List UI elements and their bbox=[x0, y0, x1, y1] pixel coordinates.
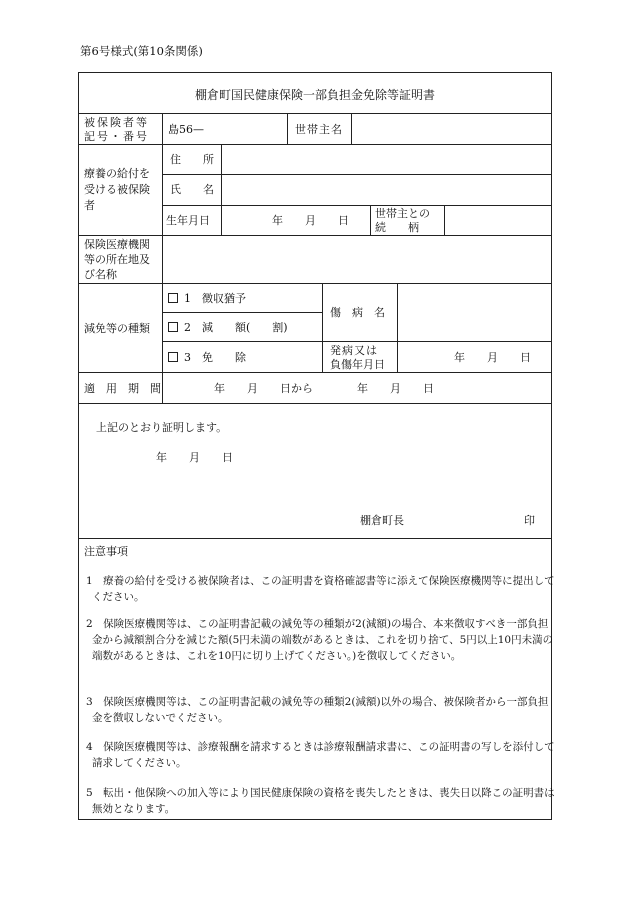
recipient-label-line1: 療養の給付を bbox=[84, 167, 150, 180]
type-option-deferral-label: 1 徴収猶予 bbox=[184, 292, 246, 305]
note-item-1: 1 療養の給付を受ける被保険者は、この証明書を資格確認書等に添えて保険医療機関等に提出してください。 bbox=[86, 575, 555, 603]
address-label: 住 所 bbox=[170, 153, 214, 166]
form-number: 第6号様式(第10条関係) bbox=[80, 44, 203, 58]
seal-mark: 印 bbox=[524, 514, 535, 527]
period-value: 年 月 日から 年 月 日 bbox=[214, 382, 434, 395]
note-item-3: 3 保険医療機関等は、この証明書記載の減免等の種類2(減額)以外の場合、被保険者から一部負担金を徴収しないでください。 bbox=[86, 696, 549, 724]
insured-label-line2: 記号・番号 bbox=[84, 130, 149, 143]
type-option-reduction bbox=[168, 322, 288, 333]
householder-label: 世帯主名 bbox=[295, 123, 343, 136]
institution-label-line2: 等の所在地及 bbox=[84, 253, 150, 266]
recipient-label-line2: 受ける被保険 bbox=[84, 183, 150, 196]
checkbox-exemption[interactable] bbox=[168, 352, 178, 362]
insured-number-value: 島56— bbox=[168, 123, 204, 136]
page-title: 棚倉町国民健康保険一部負担金免除等証明書 bbox=[194, 88, 435, 102]
note-item-5: 5 転出・他保険への加入等により国民健康保険の資格を喪失したときは、喪失日以降この証明書は無効となります。 bbox=[86, 787, 555, 815]
relation-label-line2: 続 柄 bbox=[375, 221, 419, 234]
onset-label-line2: 負傷年月日 bbox=[330, 358, 385, 371]
notes-heading: 注意事項 bbox=[84, 545, 128, 558]
type-option-reduction-label: 2 減 額( 割) bbox=[184, 321, 288, 334]
recipient-label-line3: 者 bbox=[84, 199, 95, 212]
note-item-2: 2 保険医療機関等は、この証明書記載の減免等の種類が2(減額)の場合、本来徴収すべき一部負担金から減額割合分を減じた額(5円未満の端数があるときは、これを切り捨て、5円以上10円未満の端数があるときは、これを10円に切り上げてください。)を徴収してください。 bbox=[86, 618, 554, 662]
certification-date: 年 月 日 bbox=[156, 451, 233, 464]
checkbox-reduction[interactable] bbox=[168, 322, 178, 332]
birth-date-value: 年 月 日 bbox=[272, 214, 349, 227]
institution-label-line3: び名称 bbox=[84, 268, 117, 281]
disease-label: 傷 病 名 bbox=[330, 306, 385, 319]
onset-date-value: 年 月 日 bbox=[454, 351, 531, 364]
type-option-deferral bbox=[168, 293, 246, 304]
period-label: 適 用 期 間 bbox=[84, 382, 161, 395]
checkbox-deferral[interactable] bbox=[168, 293, 178, 303]
insured-label-line1: 被保険者等 bbox=[84, 116, 149, 129]
type-option-exemption bbox=[168, 352, 246, 363]
issuer-name: 棚倉町長 bbox=[360, 514, 404, 527]
note-item-4: 4 保険医療機関等は、診療報酬を請求するときは診療報酬請求書に、この証明書の写しを添付して請求してください。 bbox=[86, 741, 555, 769]
relation-label-line1: 世帯主との bbox=[375, 207, 430, 220]
certification-statement: 上記のとおり証明します。 bbox=[96, 421, 228, 434]
name-label: 氏 名 bbox=[170, 183, 214, 196]
reduction-type-label: 減免等の種類 bbox=[84, 322, 150, 335]
birth-date-label: 生年月日 bbox=[166, 214, 210, 227]
type-option-exemption-label: 3 免 除 bbox=[184, 351, 246, 364]
institution-label-line1: 保険医療機関 bbox=[84, 238, 150, 251]
onset-label-line1: 発病又は bbox=[330, 344, 378, 357]
